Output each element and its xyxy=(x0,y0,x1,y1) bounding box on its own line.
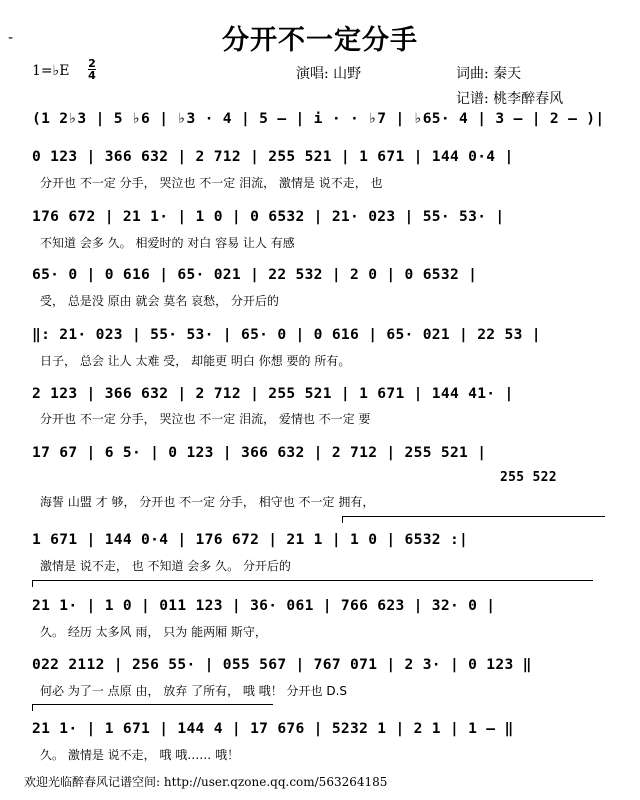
lyric-row-4: 日子， 总会 让人 太难 受， 却能更 明白 你想 要的 所有。 xyxy=(40,354,351,368)
score-row-intro: (1 2♭3 | 5 ♭6 | ♭3 · 4 | 5 – | i · · ♭7 | ♭65· 4 | 3 – | 2 – )| xyxy=(32,110,605,127)
score-row-3: 65· 0 | 0 616 | 65· 021 | 22 532 | 2 0 | 0 6532 | xyxy=(32,266,478,283)
song-title: 分开不一定分手 xyxy=(222,25,418,56)
volta-bracket-1 xyxy=(342,516,605,523)
lyric-row-10: 久。 激情是 说不走， 哦 哦…… 哦！ xyxy=(40,748,240,762)
key-signature: 1=♭E xyxy=(32,63,70,79)
time-signature-top: 2 xyxy=(88,57,96,70)
lyric-row-3: 受， 总是没 原由 就会 莫名 哀愁， 分开后的 xyxy=(40,294,279,308)
footer-text: 欢迎光临醉春风记谱空间: http://user.qzone.qq.com/563264185 xyxy=(24,775,388,789)
lyric-row-9: 何必 为了一 点原 由， 放弃 了所有， 哦 哦！ 分开也 D.S xyxy=(40,684,348,698)
volta-bracket-2 xyxy=(32,580,593,587)
transcriber-credit: 记谱: 桃李醉春风 xyxy=(456,91,564,107)
lyric-row-1: 分开也 不一定 分手， 哭泣也 不一定 泪流， 激情是 说不走， 也 xyxy=(40,176,383,190)
score-row-1: 0 123 | 366 632 | 2 712 | 255 521 | 1 671 | 144 0·4 | xyxy=(32,148,514,165)
composer-credit: 词曲: 秦天 xyxy=(456,66,522,82)
lyric-row-2: 不知道 会多 久。 相爱时的 对白 容易 让人 有感 xyxy=(40,236,295,250)
lyric-row-5: 分开也 不一定 分手， 哭泣也 不一定 泪流， 爱情也 不一定 要 xyxy=(40,412,371,426)
singer-credit: 演唱: 山野 xyxy=(296,66,362,82)
time-signature xyxy=(88,58,96,81)
time-signature-bottom: 4 xyxy=(88,69,96,82)
score-row-5: 2 123 | 366 632 | 2 712 | 255 521 | 1 671 | 144 41· | xyxy=(32,385,514,402)
score-row-2: 176 672 | 21 1· | 1 0 | 0 6532 | 21· 023 | 55· 53· | xyxy=(32,208,505,225)
score-row-10: 21 1· | 1 671 | 144 4 | 17 676 | 5232 1 | 2 1 | 1 – ‖ xyxy=(32,720,514,737)
score-row-9: 022 2112 | 256 55· | 055 567 | 767 071 | 2 3· | 0 123 ‖ xyxy=(32,656,532,673)
score-row-8: 21 1· | 1 0 | 011 123 | 36· 061 | 766 623 | 32· 0 | xyxy=(32,597,496,614)
score-row-7: 1 671 | 144 0·4 | 176 672 | 21 1 | 1 0 | 6532 :| xyxy=(32,531,469,548)
lyric-row-8: 久。 经历 太多风 雨， 只为 能两厢 斯守， xyxy=(40,625,267,639)
lyric-row-6: 海誓 山盟 才 够， 分开也 不一定 分手， 相守也 不一定 拥有， xyxy=(40,495,375,509)
score-row-6: 17 67 | 6 5· | 0 123 | 366 632 | 2 712 | 255 521 | xyxy=(32,444,487,461)
alternate-notes: 255 522 xyxy=(500,470,557,485)
score-row-4: ‖: 21· 023 | 55· 53· | 65· 0 | 0 616 | 65· 021 | 22 53 | xyxy=(32,326,541,343)
lyric-row-7: 激情是 说不走， 也 不知道 会多 久。 分开后的 xyxy=(40,559,291,573)
page-mark: - xyxy=(8,30,14,46)
volta-bracket-3 xyxy=(32,704,273,711)
